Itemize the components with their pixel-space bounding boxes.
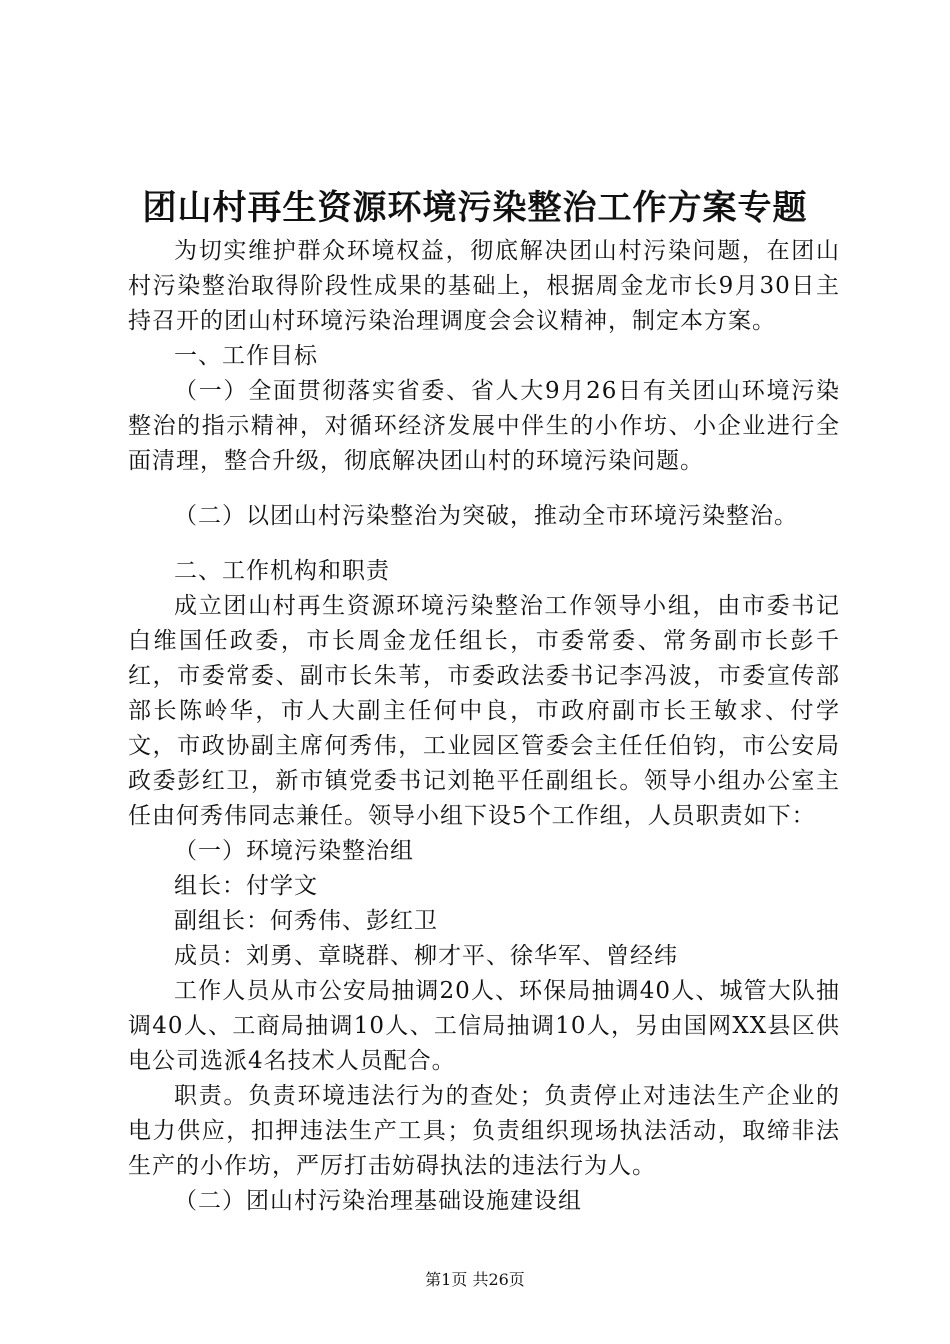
group-leader: 组长：付学文 <box>174 873 318 899</box>
document-title: 团山村再生资源环境污染整治工作方案专题 <box>142 188 808 228</box>
page-number: 第1页 共26页 <box>425 1270 525 1289</box>
document-body <box>128 234 840 1219</box>
intro-paragraph: 为切实维护群众环境权益，彻底解决团山村污染问题，在团山村污染整治取得阶段性成果的基础上，根据周金龙市长9月30日主持召开的团山村环境污染治理调度会会议精神，制定本方案。 <box>128 238 840 334</box>
group-staff-paragraph: 工作人员从市公安局抽调20人、环保局抽调40人、城管大队抽调40人、工商局抽调10人、工信局抽调10人，另由国网XX县区供电公司选派4名技术人员配合。 <box>128 978 840 1074</box>
goal-item-1: （一）全面贯彻落实省委、省人大9月26日有关团山环境污染整治的指示精神，对循环经济发展中伴生的小作坊、小企业进行全面清理，整合升级，彻底解决团山村的环境污染问题。 <box>128 378 840 474</box>
group-duties-paragraph: 职责。负责环境违法行为的查处；负责停止对违法生产企业的电力供应，扣押违法生产工具；负责组织现场执法活动，取缔非法生产的小作坊，严厉打击妨碍执法的违法行为人。 <box>128 1083 840 1179</box>
group-heading-1: （一）环境污染整治组 <box>174 838 414 864</box>
section-heading-organization: 二、工作机构和职责 <box>174 558 390 584</box>
leadership-paragraph: 成立团山村再生资源环境污染整治工作领导小组，由市委书记白维国任政委，市长周金龙任组长，市委常委、常务副市长彭千红，市委常委、副市长朱苇，市委政法委书记李冯波，市委宣传部部长陈岭华，市人大副主任何中良，市政府副市长王敏求、付学文，市政协副主席何秀伟，工业园区管委会主任任伯钧，市公安局政委彭红卫，新市镇党委书记刘艳平任副组长。领导小组办公室主任由何秀伟同志兼任。领导小组下设5个工作组，人员职责如下： <box>128 593 840 829</box>
goal-item-2: （二）以团山村污染整治为突破，推动全市环境污染整治。 <box>174 503 798 529</box>
section-heading-goals: 一、工作目标 <box>174 343 318 369</box>
group-deputy-leaders: 副组长：何秀伟、彭红卫 <box>174 908 438 934</box>
group-members: 成员：刘勇、章晓群、柳才平、徐华军、曾经纬 <box>174 943 678 969</box>
group-heading-2: （二）团山村污染治理基础设施建设组 <box>174 1188 582 1214</box>
